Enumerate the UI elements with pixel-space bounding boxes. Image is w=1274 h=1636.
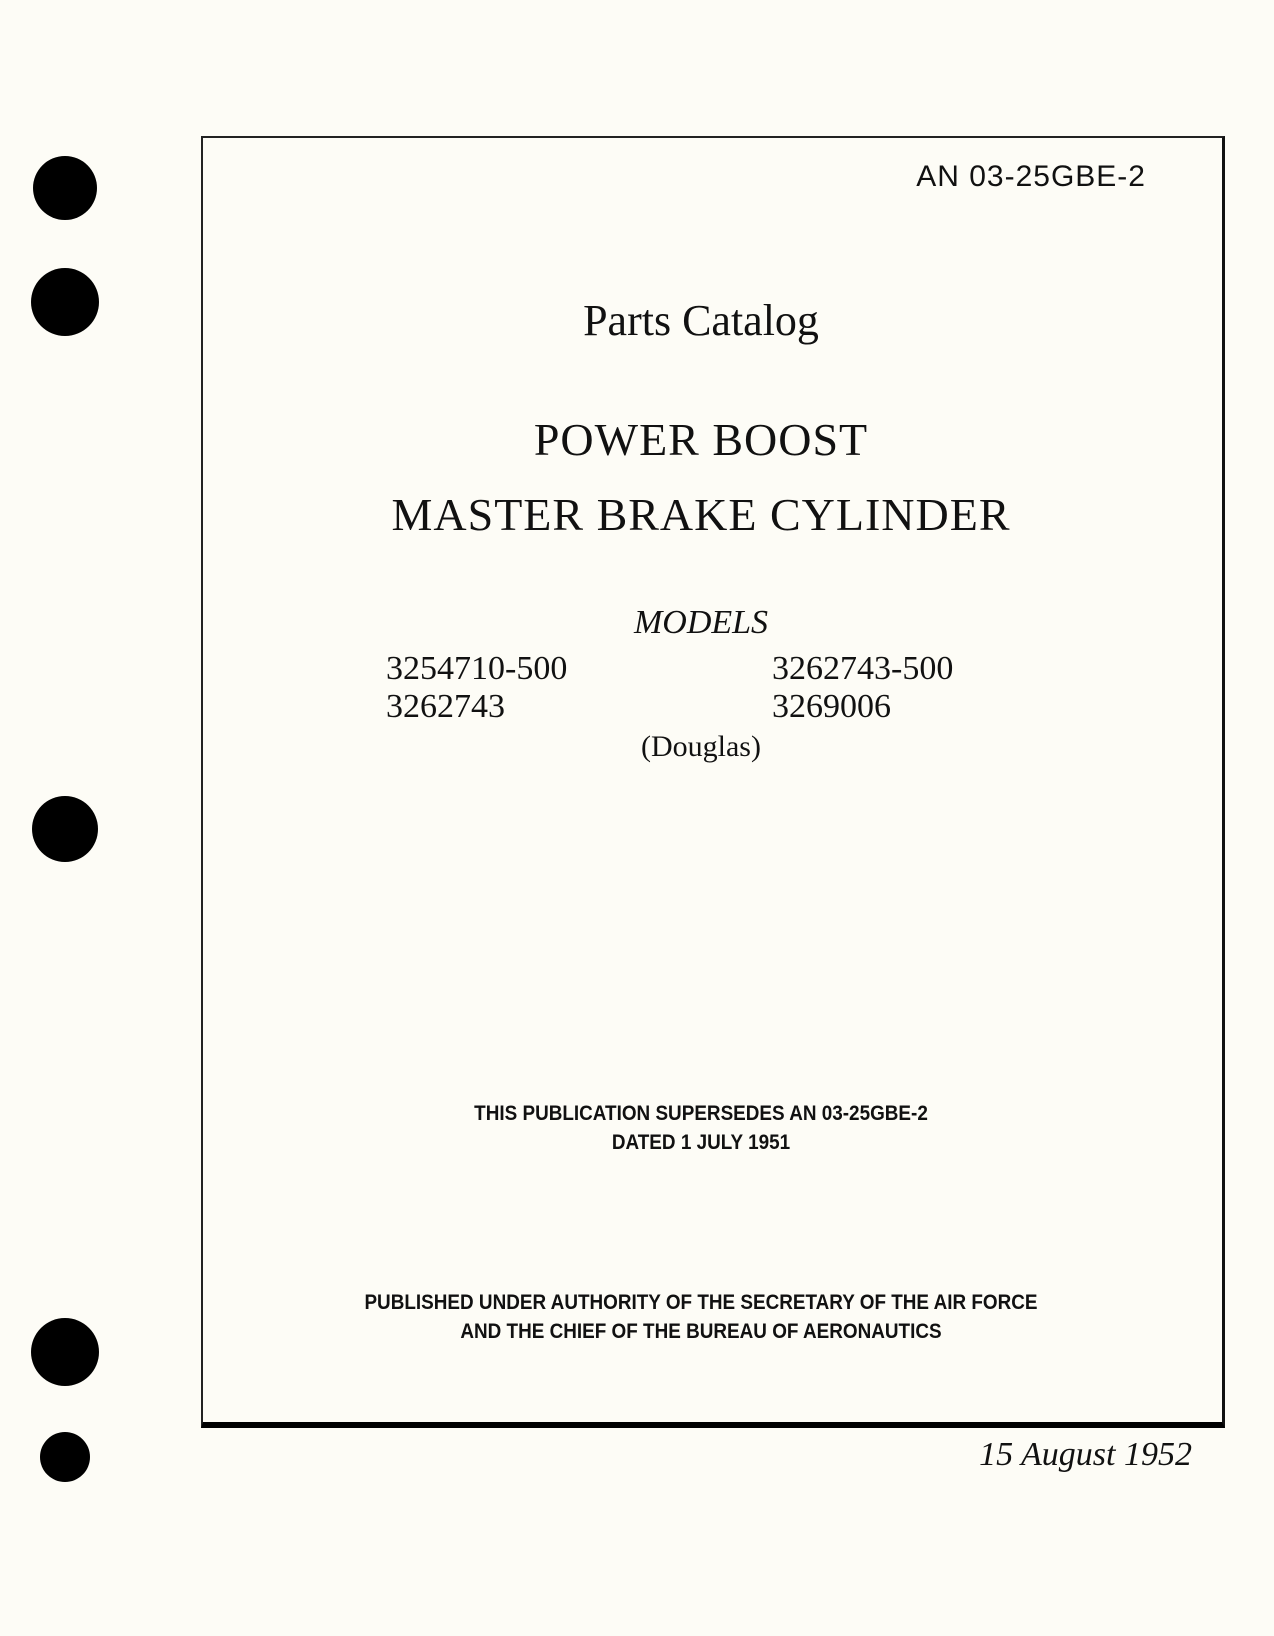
- binder-hole: [31, 268, 99, 336]
- supersedes-date: DATED 1 JULY 1951: [611, 1131, 791, 1154]
- model-number: 3269006: [772, 688, 891, 725]
- model-number: 3254710-500: [386, 650, 568, 687]
- binder-hole: [33, 156, 97, 220]
- title-line-2: MASTER BRAKE CYLINDER: [391, 489, 1011, 540]
- model-number: 3262743-500: [772, 650, 954, 687]
- title-line-1: POWER BOOST: [533, 414, 869, 465]
- publication-date: 15 August 1952: [979, 1436, 1192, 1473]
- document-number: AN 03-25GBE-2: [916, 160, 1146, 193]
- binder-hole: [31, 1318, 99, 1386]
- authority-line-1: PUBLISHED UNDER AUTHORITY OF THE SECRETARY OF THE AIR FORCE: [364, 1291, 1038, 1314]
- model-number: 3262743: [386, 688, 505, 725]
- models-heading: MODELS: [633, 604, 769, 641]
- binder-hole: [40, 1432, 90, 1482]
- catalog-type: Parts Catalog: [583, 296, 819, 345]
- manufacturer: (Douglas): [641, 730, 761, 763]
- authority-line-2: AND THE CHIEF OF THE BUREAU OF AERONAUTICS: [460, 1320, 942, 1343]
- supersedes-notice: THIS PUBLICATION SUPERSEDES AN 03-25GBE-2: [474, 1102, 928, 1125]
- binder-hole: [32, 796, 98, 862]
